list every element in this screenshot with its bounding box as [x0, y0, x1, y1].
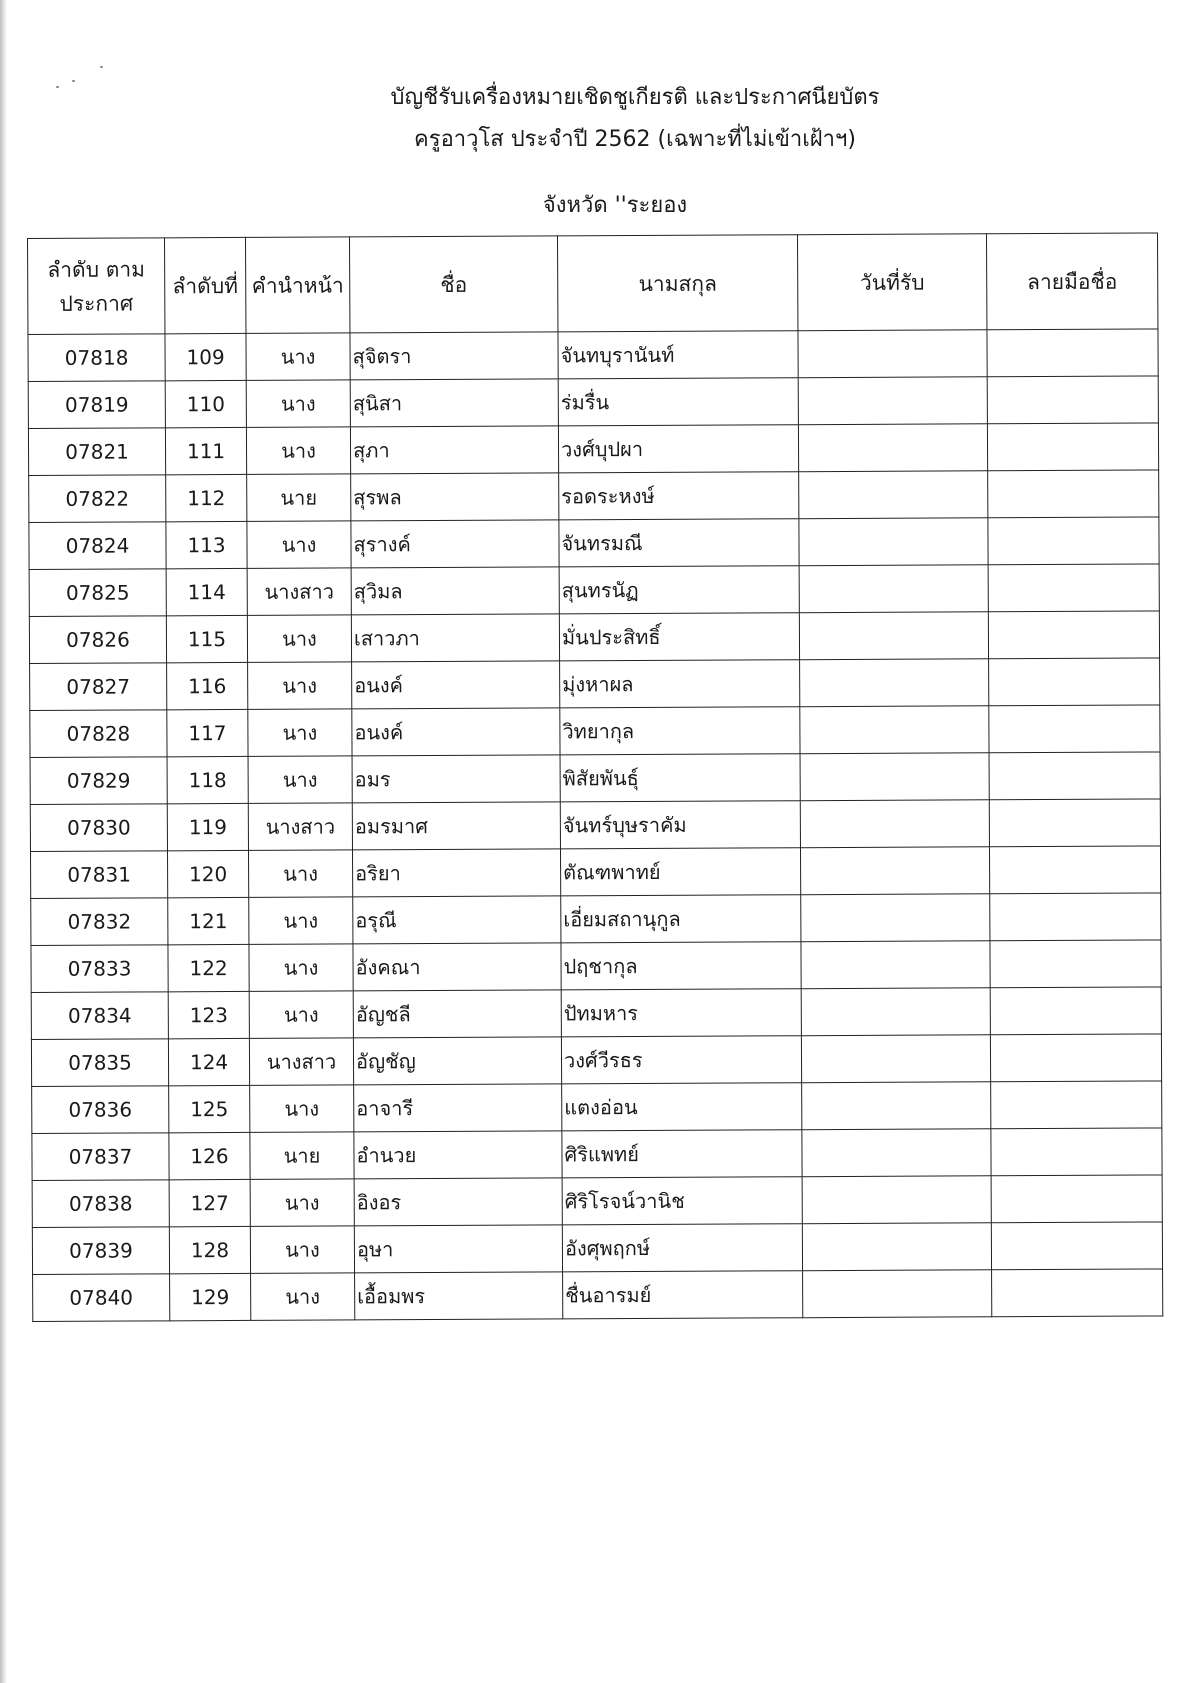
table-row — [32, 1128, 1162, 1181]
cell-announce-no: 07840 — [33, 1274, 170, 1322]
cell-prefix: นาง — [246, 333, 350, 381]
cell-announce-no: 07836 — [32, 1086, 169, 1134]
cell-prefix: นาง — [249, 991, 353, 1039]
table-row — [29, 611, 1159, 664]
table-row — [28, 423, 1158, 476]
cell-signature[interactable] — [988, 611, 1159, 659]
cell-prefix: นาง — [248, 756, 352, 804]
cell-signature[interactable] — [991, 1081, 1162, 1129]
cell-last-name: มุ่งหาผล — [560, 660, 800, 708]
cell-date-received[interactable] — [798, 330, 987, 378]
cell-prefix: นาง — [251, 1273, 355, 1321]
cell-signature[interactable] — [989, 846, 1160, 894]
cell-date-received[interactable] — [801, 894, 990, 942]
cell-seq: 111 — [165, 427, 246, 474]
cell-signature[interactable] — [992, 1269, 1163, 1317]
cell-last-name: วงศ์บุปผา — [558, 425, 798, 473]
cell-date-received[interactable] — [798, 424, 987, 472]
cell-signature[interactable] — [989, 658, 1160, 706]
cell-seq: 110 — [165, 380, 246, 427]
cell-signature[interactable] — [991, 1175, 1162, 1223]
cell-first-name: อำนวย — [354, 1131, 562, 1179]
cell-last-name: ร่มรื่น — [558, 378, 798, 426]
cell-announce-no: 07831 — [30, 851, 167, 899]
cell-announce-no: 07822 — [29, 475, 166, 523]
cell-seq: 125 — [169, 1085, 250, 1132]
cell-first-name: สุวิมล — [351, 567, 559, 615]
cell-announce-no: 07824 — [29, 522, 166, 570]
cell-prefix: นางสาว — [248, 803, 352, 851]
cell-signature[interactable] — [990, 1034, 1161, 1082]
cell-signature[interactable] — [990, 893, 1161, 941]
cell-first-name: สุภา — [350, 426, 558, 474]
cell-announce-no: 07837 — [32, 1133, 169, 1181]
cell-date-received[interactable] — [802, 1129, 991, 1177]
table-row — [31, 1034, 1161, 1087]
cell-first-name: สุจิตรา — [350, 332, 558, 380]
cell-prefix: นางสาว — [249, 1038, 353, 1086]
cell-last-name: ตัณฑพาทย์ — [560, 848, 800, 896]
cell-signature[interactable] — [987, 329, 1158, 377]
cell-first-name: เสาวภา — [351, 614, 559, 662]
table-row — [28, 329, 1158, 382]
cell-announce-no: 07826 — [29, 616, 166, 664]
cell-announce-no: 07834 — [31, 992, 168, 1040]
cell-announce-no: 07821 — [28, 428, 165, 476]
cell-last-name: รอดระหงษ์ — [559, 472, 799, 520]
cell-date-received[interactable] — [800, 659, 989, 707]
table-row — [32, 1175, 1162, 1228]
cell-last-name: เอี่ยมสถานุกูล — [561, 895, 801, 943]
cell-last-name: สุนทรนัฏ — [559, 566, 799, 614]
cell-date-received[interactable] — [801, 988, 990, 1036]
cell-last-name: จันทร์บุษราคัม — [560, 801, 800, 849]
cell-first-name: อังคณา — [353, 943, 561, 991]
cell-date-received[interactable] — [800, 753, 989, 801]
cell-seq: 109 — [165, 333, 246, 380]
cell-first-name: อนงค์ — [352, 708, 560, 756]
cell-first-name: อุษา — [354, 1225, 562, 1273]
cell-signature[interactable] — [988, 470, 1159, 518]
cell-last-name: วงศ์วีรธร — [561, 1036, 801, 1084]
cell-prefix: นาง — [249, 897, 353, 945]
cell-announce-no: 07818 — [28, 334, 165, 382]
cell-first-name: เอื้อมพร — [355, 1272, 563, 1320]
table-row — [31, 893, 1161, 946]
cell-seq: 117 — [167, 709, 248, 756]
cell-first-name: อิงอร — [354, 1178, 562, 1226]
table-row — [29, 470, 1159, 523]
cell-announce-no: 07839 — [32, 1227, 169, 1275]
scan-speck — [100, 66, 103, 68]
cell-last-name: พิสัยพันธุ์ — [560, 754, 800, 802]
table-row — [30, 752, 1160, 805]
header-announce-no: ลำดับ ตามประกาศ — [28, 238, 165, 335]
cell-announce-no: 07833 — [31, 945, 168, 993]
cell-date-received[interactable] — [801, 1035, 990, 1083]
table-row — [31, 940, 1161, 993]
cell-date-received[interactable] — [799, 518, 988, 566]
cell-seq: 112 — [166, 474, 247, 521]
cell-last-name: ปฤชากุล — [561, 942, 801, 990]
cell-first-name: อริยา — [352, 849, 560, 897]
cell-last-name: แตงอ่อน — [562, 1083, 802, 1131]
cell-first-name: อัญชลี — [353, 990, 561, 1038]
cell-signature[interactable] — [990, 940, 1161, 988]
cell-last-name: จันทบุรานันท์ — [558, 331, 798, 379]
cell-first-name: สุนิสา — [350, 379, 558, 427]
cell-announce-no: 07838 — [32, 1180, 169, 1228]
cell-signature[interactable] — [990, 987, 1161, 1035]
cell-announce-no: 07829 — [30, 757, 167, 805]
cell-signature[interactable] — [991, 1128, 1162, 1176]
cell-announce-no: 07825 — [29, 569, 166, 617]
cell-seq: 121 — [168, 897, 249, 944]
cell-seq: 115 — [166, 615, 247, 662]
cell-first-name: อาจารี — [354, 1084, 562, 1132]
cell-seq: 123 — [168, 991, 249, 1038]
cell-last-name: ชื่นอารมย์ — [563, 1271, 803, 1319]
table-body — [28, 329, 1163, 1322]
cell-signature[interactable] — [991, 1222, 1162, 1270]
cell-seq: 118 — [167, 756, 248, 803]
cell-seq: 122 — [168, 944, 249, 991]
cell-signature[interactable] — [987, 423, 1158, 471]
cell-date-received[interactable] — [802, 1082, 991, 1130]
cell-last-name: วิทยากุล — [560, 707, 800, 755]
cell-announce-no: 07832 — [31, 898, 168, 946]
cell-date-received[interactable] — [799, 471, 988, 519]
cell-prefix: นาง — [250, 1085, 354, 1133]
cell-signature[interactable] — [988, 564, 1159, 612]
cell-prefix: นาง — [248, 709, 352, 757]
cell-prefix: นางสาว — [247, 568, 351, 616]
cell-last-name: จันทรมณี — [559, 519, 799, 567]
cell-first-name: สุรางค์ — [351, 520, 559, 568]
recipient-table — [27, 232, 1163, 1322]
cell-seq: 120 — [167, 850, 248, 897]
cell-seq: 124 — [168, 1038, 249, 1085]
header-last-name: นามสกุล — [557, 235, 797, 332]
table-row — [30, 705, 1160, 758]
table-row — [32, 1222, 1162, 1275]
cell-date-received[interactable] — [800, 706, 989, 754]
cell-announce-no: 07827 — [30, 663, 167, 711]
table-header-row — [28, 233, 1158, 335]
cell-prefix: นาง — [246, 427, 350, 475]
cell-first-name: อัญชัญ — [353, 1037, 561, 1085]
cell-prefix: นาง — [250, 1179, 354, 1227]
table-row — [30, 658, 1160, 711]
cell-first-name: อนงค์ — [352, 661, 560, 709]
cell-last-name: ปัทมหาร — [561, 989, 801, 1037]
cell-seq: 113 — [166, 521, 247, 568]
cell-first-name: สุรพล — [351, 473, 559, 521]
header-first-name: ชื่อ — [349, 236, 557, 333]
cell-announce-no: 07819 — [28, 381, 165, 429]
cell-first-name: อรุณี — [353, 896, 561, 944]
cell-date-received[interactable] — [802, 1176, 991, 1224]
cell-prefix: นาง — [247, 615, 351, 663]
cell-signature[interactable] — [989, 752, 1160, 800]
cell-signature[interactable] — [987, 376, 1158, 424]
cell-date-received[interactable] — [799, 565, 988, 613]
cell-prefix: นาง — [247, 521, 351, 569]
cell-first-name: อมรมาศ — [352, 802, 560, 850]
document-title-line-1: บัญชีรับเครื่องหมายเชิดชูเกียรติ และประกาศนียบัตร — [390, 85, 880, 110]
cell-prefix: นาง — [250, 1226, 354, 1274]
cell-seq: 114 — [166, 568, 247, 615]
cell-prefix: นาย — [250, 1132, 354, 1180]
cell-announce-no: 07828 — [30, 710, 167, 758]
header-date-received: วันที่รับ — [797, 234, 986, 331]
cell-first-name: อมร — [352, 755, 560, 803]
cell-seq: 126 — [169, 1132, 250, 1179]
table-row — [29, 564, 1159, 617]
cell-last-name: อังศุพฤกษ์ — [562, 1224, 802, 1272]
header-prefix: คำนำหน้า — [245, 237, 349, 334]
table-row — [33, 1269, 1163, 1322]
cell-seq: 127 — [169, 1179, 250, 1226]
cell-date-received[interactable] — [799, 612, 988, 660]
table-row — [29, 517, 1159, 570]
table-row — [31, 987, 1161, 1040]
cell-date-received[interactable] — [802, 1223, 991, 1271]
header-seq: ลำดับที่ — [165, 237, 246, 333]
cell-signature[interactable] — [988, 517, 1159, 565]
scan-left-edge — [0, 0, 7, 1683]
cell-prefix: นาง — [246, 380, 350, 428]
cell-date-received[interactable] — [803, 1270, 992, 1318]
cell-announce-no: 07835 — [31, 1039, 168, 1087]
cell-seq: 129 — [170, 1273, 251, 1320]
table-row — [32, 1081, 1162, 1134]
cell-date-received[interactable] — [798, 377, 987, 425]
table-row — [30, 846, 1160, 899]
cell-announce-no: 07830 — [30, 804, 167, 852]
cell-prefix: นาง — [248, 850, 352, 898]
header-signature: ลายมือชื่อ — [986, 233, 1157, 330]
cell-seq: 119 — [167, 803, 248, 850]
document-title-line-2: ครูอาวุโส ประจำปี 2562 (เฉพาะที่ไม่เข้าเฝ้าฯ) — [414, 127, 856, 152]
table-row — [30, 799, 1160, 852]
cell-signature[interactable] — [989, 799, 1160, 847]
cell-last-name: ศิริแพทย์ — [562, 1130, 802, 1178]
cell-date-received[interactable] — [800, 800, 989, 848]
cell-seq: 128 — [169, 1226, 250, 1273]
cell-date-received[interactable] — [800, 847, 989, 895]
table-row — [28, 376, 1158, 429]
cell-last-name: ศิริโรจน์วานิช — [562, 1177, 802, 1225]
cell-prefix: นาง — [248, 662, 352, 710]
cell-last-name: มั่นประสิทธิ์ — [559, 613, 799, 661]
cell-seq: 116 — [167, 662, 248, 709]
cell-signature[interactable] — [989, 705, 1160, 753]
cell-date-received[interactable] — [801, 941, 990, 989]
province-heading: จังหวัด ''ระยอง — [542, 193, 688, 218]
cell-prefix: นาง — [249, 944, 353, 992]
cell-prefix: นาย — [247, 474, 351, 522]
